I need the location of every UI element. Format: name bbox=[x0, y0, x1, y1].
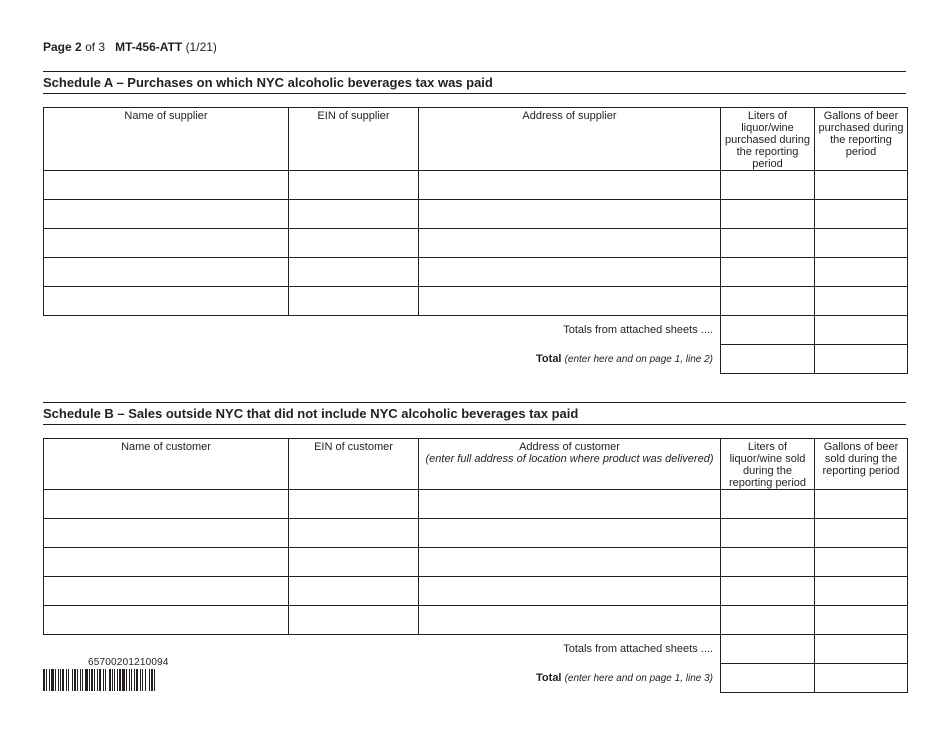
customer-ein-input[interactable] bbox=[289, 606, 419, 635]
totals-attached-gallons-input[interactable] bbox=[815, 635, 908, 664]
schedule-a-header-row bbox=[44, 108, 908, 171]
liters-input[interactable] bbox=[721, 229, 815, 258]
customer-name-input[interactable] bbox=[44, 519, 289, 548]
total-note: (enter here and on page 1, line 2) bbox=[564, 354, 713, 365]
liters-input[interactable] bbox=[721, 548, 815, 577]
supplier-name-input[interactable] bbox=[44, 258, 289, 287]
form-revision: (1/21) bbox=[185, 40, 217, 54]
total-row bbox=[44, 664, 908, 693]
barcode-block bbox=[43, 657, 169, 691]
customer-address-input[interactable] bbox=[419, 490, 721, 519]
page-label: Page bbox=[43, 40, 72, 54]
col-liters-purchased: Liters of liquor/wine purchased during the reporting period bbox=[721, 108, 815, 171]
liters-input[interactable] bbox=[721, 200, 815, 229]
liters-input[interactable] bbox=[721, 606, 815, 635]
customer-address-input[interactable] bbox=[419, 519, 721, 548]
schedule-b-header-row bbox=[44, 439, 908, 490]
gallons-input[interactable] bbox=[815, 287, 908, 316]
gallons-input[interactable] bbox=[815, 548, 908, 577]
customer-ein-input[interactable] bbox=[289, 490, 419, 519]
address-of-customer-label: Address of customer bbox=[519, 441, 620, 453]
page-of: of 3 bbox=[85, 40, 106, 54]
customer-name-input[interactable] bbox=[44, 548, 289, 577]
supplier-ein-input[interactable] bbox=[289, 171, 419, 200]
supplier-address-input[interactable] bbox=[419, 287, 721, 316]
col-gallons-sold: Gallons of beer sold during the reporting period bbox=[815, 439, 908, 490]
liters-input[interactable] bbox=[721, 519, 815, 548]
supplier-name-input[interactable] bbox=[44, 287, 289, 316]
gallons-input[interactable] bbox=[815, 606, 908, 635]
table-row bbox=[44, 258, 908, 287]
col-liters-sold: Liters of liquor/wine sold during the reporting period bbox=[721, 439, 815, 490]
total-note: (enter here and on page 1, line 3) bbox=[564, 673, 713, 684]
table-row bbox=[44, 490, 908, 519]
customer-address-input[interactable] bbox=[419, 606, 721, 635]
total-liters-input[interactable] bbox=[721, 345, 815, 374]
gallons-input[interactable] bbox=[815, 229, 908, 258]
barcode-bar bbox=[155, 669, 157, 691]
total-gallons-input[interactable] bbox=[815, 664, 908, 693]
schedule-b-title: Schedule B – Sales outside NYC that did not include NYC alcoholic beverages tax paid bbox=[43, 402, 906, 425]
total-row bbox=[44, 345, 908, 374]
totals-attached-label: Totals from attached sheets .... bbox=[44, 316, 721, 345]
page-header bbox=[43, 40, 217, 54]
supplier-address-input[interactable] bbox=[419, 171, 721, 200]
barcode-image bbox=[43, 669, 169, 691]
col-gallons-purchased: Gallons of beer purchased during the reporting period bbox=[815, 108, 908, 171]
col-address-of-supplier: Address of supplier bbox=[419, 108, 721, 171]
totals-attached-label: Totals from attached sheets .... bbox=[44, 635, 721, 664]
form-id: MT-456-ATT bbox=[115, 40, 183, 54]
total-label-text: Total bbox=[536, 353, 562, 365]
customer-address-input[interactable] bbox=[419, 577, 721, 606]
supplier-address-input[interactable] bbox=[419, 258, 721, 287]
table-row bbox=[44, 606, 908, 635]
liters-input[interactable] bbox=[721, 577, 815, 606]
liters-input[interactable] bbox=[721, 258, 815, 287]
col-name-of-supplier: Name of supplier bbox=[44, 108, 289, 171]
total-label bbox=[44, 345, 721, 374]
col-ein-of-supplier: EIN of supplier bbox=[289, 108, 419, 171]
supplier-ein-input[interactable] bbox=[289, 200, 419, 229]
address-of-customer-note: (enter full address of location where product was delivered) bbox=[425, 453, 714, 465]
supplier-name-input[interactable] bbox=[44, 229, 289, 258]
customer-name-input[interactable] bbox=[44, 577, 289, 606]
total-gallons-input[interactable] bbox=[815, 345, 908, 374]
table-row bbox=[44, 200, 908, 229]
schedule-a-table bbox=[43, 107, 908, 374]
customer-ein-input[interactable] bbox=[289, 548, 419, 577]
gallons-input[interactable] bbox=[815, 171, 908, 200]
page-number: 2 bbox=[75, 40, 82, 54]
totals-attached-row bbox=[44, 316, 908, 345]
table-row bbox=[44, 577, 908, 606]
supplier-name-input[interactable] bbox=[44, 200, 289, 229]
customer-name-input[interactable] bbox=[44, 606, 289, 635]
supplier-ein-input[interactable] bbox=[289, 258, 419, 287]
supplier-name-input[interactable] bbox=[44, 171, 289, 200]
liters-input[interactable] bbox=[721, 171, 815, 200]
schedule-b-table bbox=[43, 438, 908, 693]
supplier-ein-input[interactable] bbox=[289, 287, 419, 316]
table-row bbox=[44, 229, 908, 258]
liters-input[interactable] bbox=[721, 287, 815, 316]
totals-attached-liters-input[interactable] bbox=[721, 635, 815, 664]
gallons-input[interactable] bbox=[815, 490, 908, 519]
table-row bbox=[44, 287, 908, 316]
table-row bbox=[44, 519, 908, 548]
table-row bbox=[44, 171, 908, 200]
supplier-address-input[interactable] bbox=[419, 229, 721, 258]
table-row bbox=[44, 548, 908, 577]
barcode-number: 65700201210094 bbox=[88, 657, 169, 668]
total-liters-input[interactable] bbox=[721, 664, 815, 693]
gallons-input[interactable] bbox=[815, 577, 908, 606]
col-name-of-customer: Name of customer bbox=[44, 439, 289, 490]
supplier-address-input[interactable] bbox=[419, 200, 721, 229]
col-ein-of-customer: EIN of customer bbox=[289, 439, 419, 490]
totals-attached-liters-input[interactable] bbox=[721, 316, 815, 345]
schedule-a-title: Schedule A – Purchases on which NYC alcoholic beverages tax was paid bbox=[43, 71, 906, 94]
customer-ein-input[interactable] bbox=[289, 577, 419, 606]
total-label-text: Total bbox=[536, 672, 562, 684]
col-address-of-customer bbox=[419, 439, 721, 490]
totals-attached-gallons-input[interactable] bbox=[815, 316, 908, 345]
liters-input[interactable] bbox=[721, 490, 815, 519]
gallons-input[interactable] bbox=[815, 519, 908, 548]
gallons-input[interactable] bbox=[815, 258, 908, 287]
gallons-input[interactable] bbox=[815, 200, 908, 229]
totals-attached-row bbox=[44, 635, 908, 664]
customer-name-input[interactable] bbox=[44, 490, 289, 519]
customer-address-input[interactable] bbox=[419, 548, 721, 577]
customer-ein-input[interactable] bbox=[289, 519, 419, 548]
supplier-ein-input[interactable] bbox=[289, 229, 419, 258]
